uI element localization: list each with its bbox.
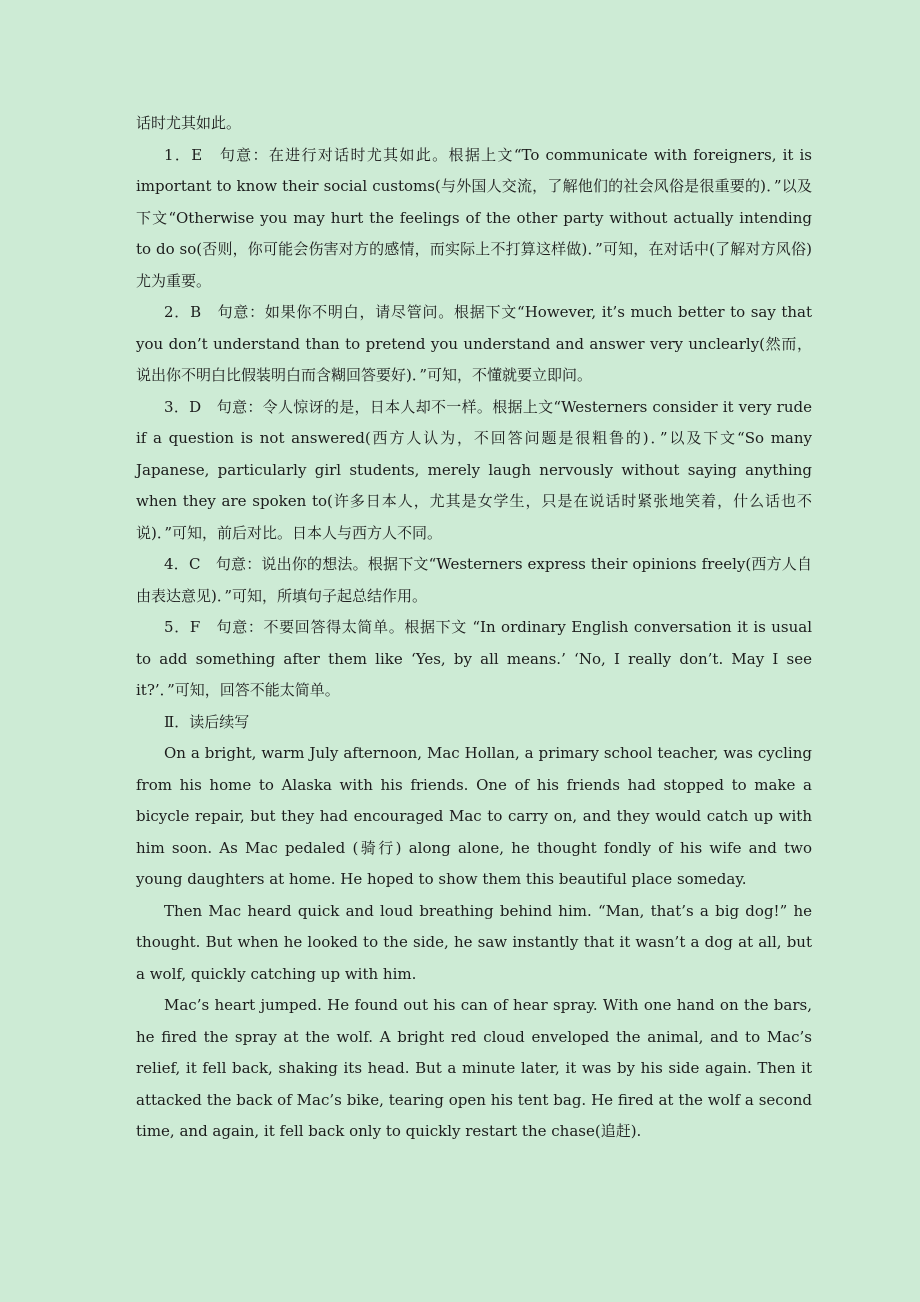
continuation-text: 话时尤其如此。 bbox=[136, 114, 242, 132]
story-paragraph-1: On a bright, warm July afternoon, Mac Hollan, a primary school teacher, was cycling from his home to Alaska with his friends. One of his friends had stopped to make a bicycle repair, but they had encouraged Mac to carry on, and they would catch up with him soon. As Mac pedaled (骑行) along alone, he thought fondly of his wife and two young daughters at home. He hoped to show them this beautiful place someday. bbox=[136, 744, 812, 888]
answer-explanation-4: 4．C 句意：说出你的想法。根据下文“Westerners express their opinions freely(西方人自由表达意见)．”可知，所填句子起总结作用。 bbox=[136, 555, 812, 605]
answer-explanation-2: 2．B 句意：如果你不明白，请尽管问。根据下文“However, it’s much better to say that you don’t understand than to pretend you understand and answer very unclearly(然而，说出你不明白比假装明白而含糊回答要好)．”可知，不懂就要立即问。 bbox=[136, 303, 812, 384]
answer-explanation-3: 3．D 句意：令人惊讶的是，日本人却不一样。根据上文“Westerners consider it very rude if a question is not answered(西方人认为，不回答问题是很粗鲁的)．”以及下文“So many Japanese, particularly girl students, merely laugh nervously without saying anything when they are spoken to(许多日本人，尤其是女学生，只是在说话时紧张地笑着，什么话也不说)．”可知，前后对比。日本人与西方人不同。 bbox=[136, 397, 812, 542]
story-paragraph-3: Mac’s heart jumped. He found out his can of hear spray. With one hand on the bars, he fired the spray at the wolf. A bright red cloud enveloped the animal, and to Mac’s relief, it fell back, shaking its head. But a minute later, it was by his side again. Then it attacked the back of Mac’s bike, tearing open his tent bag. He fired at the wolf a second time, and again, it fell back only to quickly restart the chase(追赶). bbox=[136, 996, 812, 1140]
document-page bbox=[136, 108, 812, 1148]
section-heading: Ⅱ．读后续写 bbox=[164, 712, 250, 731]
answer-explanation-5: 5．F 句意：不要回答得太简单。根据下文 “In ordinary English conversation it is usual to add something after them like ‘Yes, by all means.’ ‘No, I really don’t. May I see it?’．”可知，回答不能太简单。 bbox=[136, 618, 812, 699]
answer-explanation-1: 1．E 句意：在进行对话时尤其如此。根据上文“To communicate with foreigners, it is important to know their social customs(与外国人交流，了解他们的社会风俗是很重要的)．”以及下文“Otherwise you may hurt the feelings of the other party without actually intending to do so(否则，你可能会伤害对方的感情，而实际上不打算这样做)．”可知，在对话中(了解对方风俗)尤为重要。 bbox=[136, 145, 812, 290]
story-paragraph-2: Then Mac heard quick and loud breathing behind him. “Man, that’s a big dog!” he thought. But when he looked to the side, he saw instantly that it wasn’t a dog at all, but a wolf, quickly catching up with him. bbox=[136, 901, 812, 983]
